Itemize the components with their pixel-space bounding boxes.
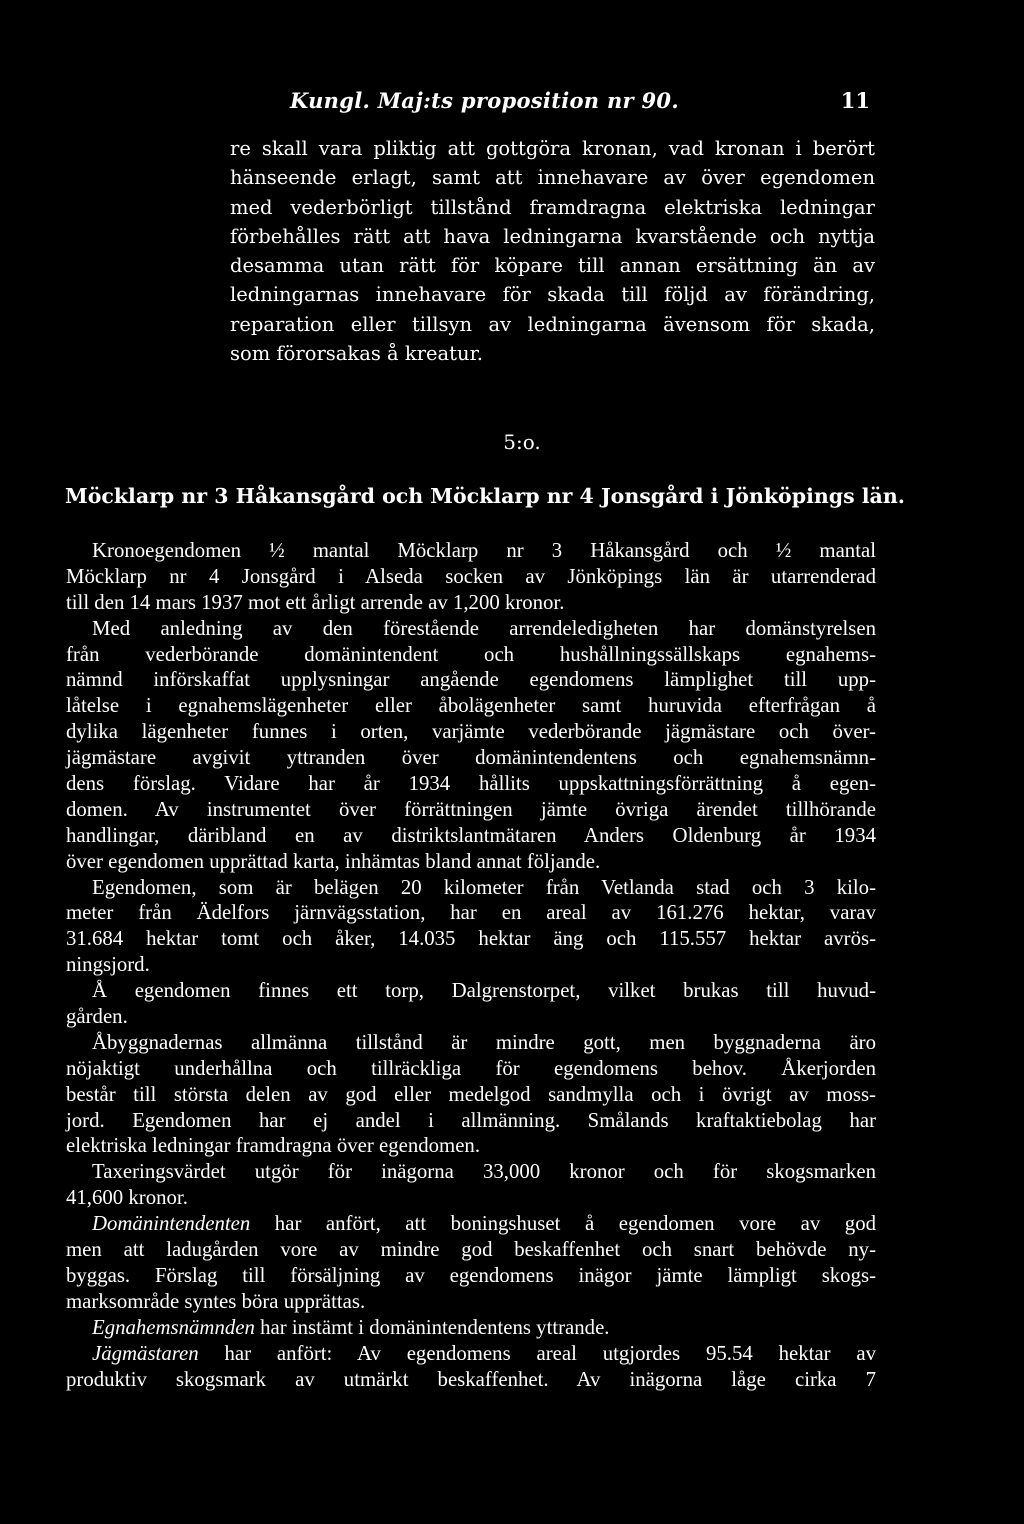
- text-line: består till största delen av god eller medelgod sandmylla och i övrigt av moss-: [66, 1082, 876, 1106]
- text-line: hänseende erlagt, samt att innehavare av över egendomen: [230, 166, 875, 190]
- text-line: desamma utan rätt för köpare till annan ersättning än av: [230, 254, 875, 278]
- text-line: Domänintendenten har anfört, att boningshuset å egendomen vore av god: [92, 1212, 876, 1236]
- text-line: Egnahemsnämnden har instämt i domänintendentens yttrande.: [92, 1315, 610, 1339]
- text-line: marksområde syntes böra upprättas.: [66, 1289, 366, 1313]
- text-line: domen. Av instrumentet över förrättningen jämte övriga ärendet tillhörande: [66, 797, 876, 821]
- text-line: gården.: [66, 1005, 128, 1029]
- text-line: med vederbörligt tillstånd framdragna elektriska ledningar: [230, 195, 875, 219]
- running-title: Kungl. Maj:ts proposition nr 90.: [290, 88, 679, 113]
- text-line: nämnd införskaffat upplysningar angående egendomens lämplighet till upp-: [66, 668, 876, 692]
- text-line: meter från Ädelfors järnvägsstation, har en areal av 161.276 hektar, varav: [66, 901, 876, 925]
- text-line: ledningarnas innehavare för skada till följd av förändring,: [230, 283, 875, 307]
- page-header: [290, 88, 870, 122]
- text-line: byggas. Förslag till försäljning av egendomens inägor jämte lämpligt skogs-: [66, 1263, 876, 1287]
- text-line: men att ladugården vore av mindre god beskaffenhet och snart behövde ny-: [66, 1238, 876, 1262]
- text-line: 41,600 kronor.: [66, 1186, 188, 1210]
- text-line: Möcklarp nr 4 Jonsgård i Alseda socken av Jönköpings län är utarrenderad: [66, 564, 876, 588]
- text-line: handlingar, däribland en av distriktslantmätaren Anders Oldenburg år 1934: [66, 823, 876, 847]
- text-line: Jägmästaren har anfört: Av egendomens areal utgjordes 95.54 hektar av: [92, 1341, 876, 1365]
- text-line: elektriska ledningar framdragna över egendomen.: [66, 1134, 481, 1158]
- text-line: låtelse i egnahemslägenheter eller åbolägenheter samt huruvida efterfrågan å: [66, 694, 876, 718]
- text-line: Egendomen, som är belägen 20 kilometer från Vetlanda stad och 3 kilo-: [92, 875, 876, 899]
- text-line: dens förslag. Vidare har år 1934 hållits uppskattningsförrättning å egen-: [66, 772, 876, 796]
- text-line: som förorsakas å kreatur.: [230, 342, 483, 366]
- text-line: jägmästare avgivit yttranden över domänintendentens och egnahemsnämn-: [66, 746, 876, 770]
- text-line: reparation eller tillsyn av ledningarna ävensom för skada,: [230, 312, 875, 336]
- section-number: 5:o.: [503, 430, 541, 454]
- text-line: från vederbörande domänintendent och hushållningssällskaps egnahems-: [66, 642, 876, 666]
- text-line: Åbyggnadernas allmänna tillstånd är mindre gott, men byggnaderna äro: [92, 1030, 876, 1054]
- text-line: Taxeringsvärdet utgör för inägorna 33,000 kronor och för skogsmarken: [92, 1160, 876, 1184]
- text-line: nöjaktigt underhållna och tillräckliga för egendomens behov. Åkerjorden: [66, 1056, 876, 1080]
- text-line: Å egendomen finnes ett torp, Dalgrenstorpet, vilket brukas till huvud-: [92, 979, 876, 1003]
- text-line: produktiv skogsmark av utmärkt beskaffenhet. Av inägorna låge cirka 7: [66, 1367, 876, 1391]
- text-line: över egendomen upprättad karta, inhämtas bland annat följande.: [66, 849, 601, 873]
- page-number: 11: [840, 88, 870, 113]
- text-line: re skall vara pliktig att gottgöra kronan, vad kronan i berört: [230, 137, 875, 160]
- text-line: till den 14 mars 1937 mot ett årligt arrende av 1,200 kronor.: [66, 590, 565, 614]
- text-line: dylika lägenheter funnes i orten, varjämte vederbörande jägmästare och över-: [66, 720, 876, 744]
- text-line: Kronoegendomen ½ mantal Möcklarp nr 3 Håkansgård och ½ mantal: [92, 539, 876, 562]
- section-body: [66, 538, 876, 1392]
- text-line: ningsjord.: [66, 953, 150, 977]
- text-line: förbehålles rätt att hava ledningarna kvarstående och nyttja: [230, 224, 875, 248]
- text-line: jord. Egendomen har ej andel i allmänning. Smålands kraftaktiebolag har: [66, 1108, 876, 1132]
- paragraph-continuation: [230, 134, 875, 368]
- text-line: Med anledning av den förestående arrendeledigheten har domänstyrelsen: [92, 616, 876, 640]
- section-heading: Möcklarp nr 3 Håkansgård och Möcklarp nr 4 Jonsgård i Jönköpings län.: [65, 484, 905, 508]
- text-line: 31.684 hektar tomt och åker, 14.035 hektar äng och 115.557 hektar avrös-: [66, 927, 876, 951]
